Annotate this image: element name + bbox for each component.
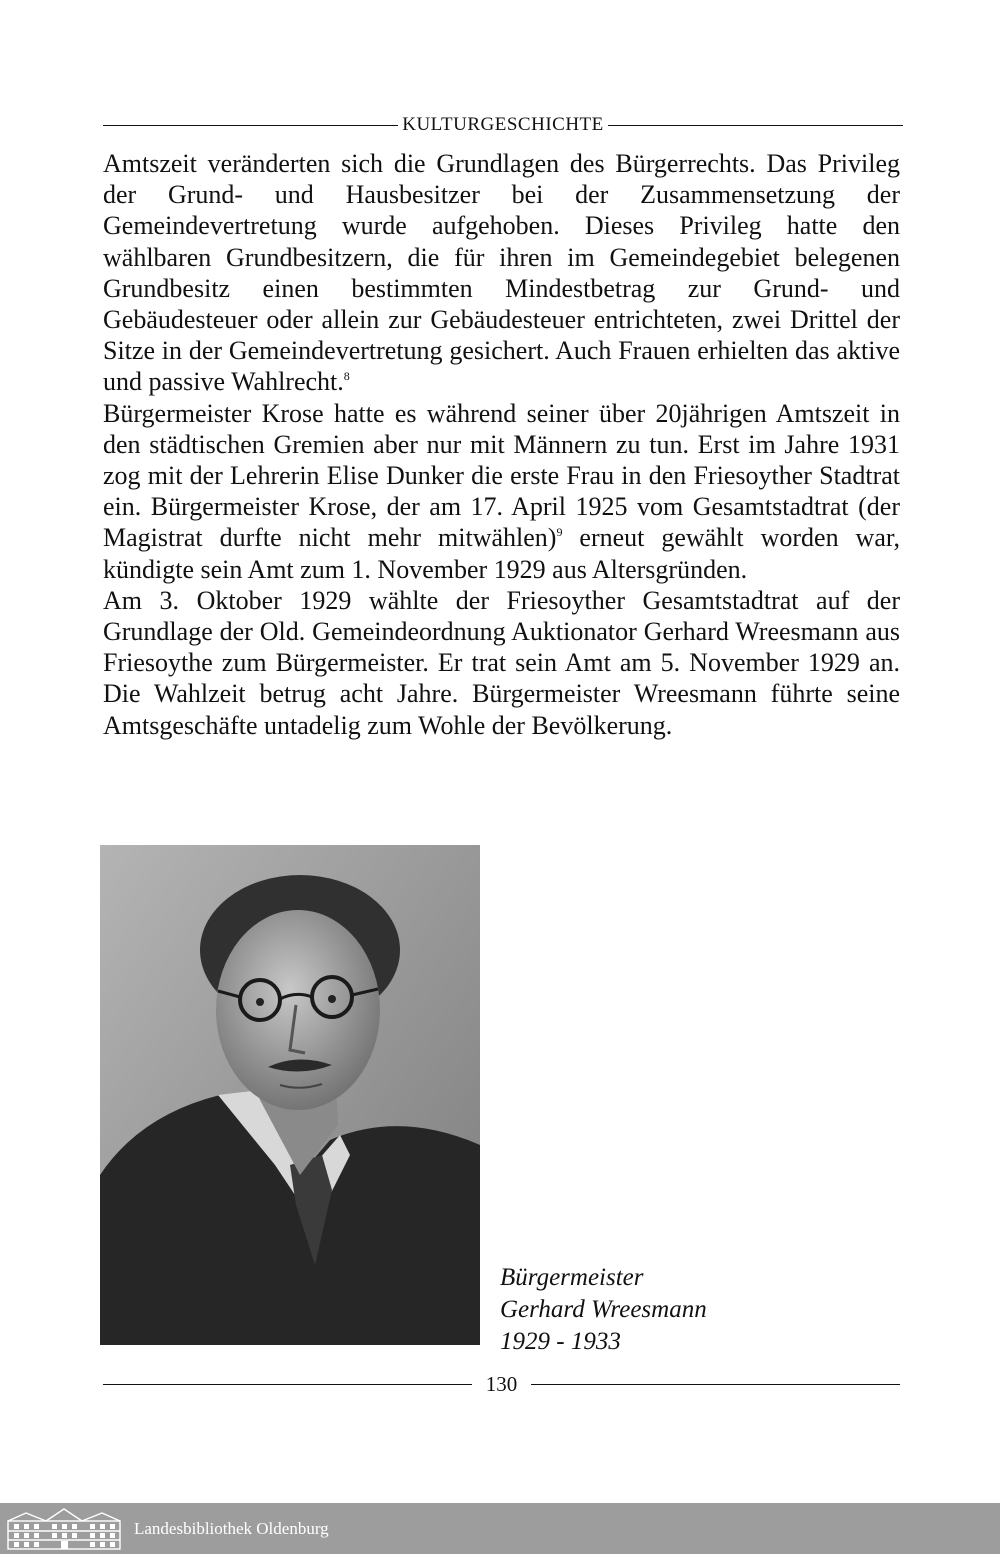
paragraph-1 <box>103 148 900 398</box>
header-rule-left <box>103 125 398 126</box>
caption-line-1: Bürgermeister <box>500 1264 644 1291</box>
paragraph-2-text-a: Bürgermeister Krose hatte es während seiner über 20jährigen Amtszeit in den städtischen Gremien aber nur mit Männern zu tun. Erst im Jahre 1931 zog mit der Lehrerin Elise Dunker die erste Frau in den Friesoyther Stadtrat ein. Bürgermeister Krose, der am 17. April 1925 vom Gesamtstadtrat (der Magistrat durfte nicht mehr mitwählen) <box>103 398 900 553</box>
page-footer <box>103 1370 900 1398</box>
library-name: Landesbibliothek Oldenburg <box>134 1518 329 1538</box>
header-rule-right <box>608 125 903 126</box>
paragraph-3-text: Am 3. Oktober 1929 wählte der Friesoyther Gesamtstadtrat auf der Grundlage der Old. Gemeindeordnung Auktionator Gerhard Wreesmann aus Friesoythe zum Bürgermeister. Er trat sein Amt am 5. November 1929 an. Die Wahlzeit betrug acht Jahre. Bürgermeister Wreesmann führte seine Amtsgeschäfte untadelig zum Wohle der Bevölkerung. <box>103 585 900 740</box>
library-bar <box>0 1503 1000 1554</box>
portrait-image <box>100 845 480 1345</box>
caption-line-2: Gerhard Wreesmann <box>500 1296 707 1323</box>
library-building-icon <box>6 1507 122 1551</box>
footnote-marker-8: 8 <box>343 369 350 384</box>
paragraph-2 <box>103 398 900 585</box>
page-number: 130 <box>485 1371 518 1396</box>
footer-rule-right <box>531 1384 900 1385</box>
footnote-marker-9: 9 <box>556 525 563 540</box>
caption-line-3: 1929 - 1933 <box>500 1328 621 1355</box>
photo-caption <box>500 1262 707 1358</box>
paragraph-3 <box>103 585 900 741</box>
paragraph-1-text: Amtszeit veränderten sich die Grundlagen des Bürgerrechts. Das Privileg der Grund- und Hausbesitzer bei der Zusammensetzung der Gemeindevertretung wurde aufgehoben. Dieses Privileg hatte den wählbaren Grundbesitzern, die für ihren im Gemeindegebiet belegenen Grundbesitz einen bestimmten Mindestbetrag zur Grund- und Gebäudesteuer oder allein zur Gebäudesteuer entrichteten, zwei Drittel der Sitze in der Gemeindevertretung gesichert. Auch Frauen erhielten das aktive und passive Wahlrecht. <box>103 149 900 397</box>
paragraph-2-text-b: erneut gewählt worden war, kündigte sein Amt zum 1. November 1929 aus Altersgründen. <box>103 523 900 584</box>
footer-rule-left <box>103 1384 472 1385</box>
portrait-photo <box>100 845 480 1345</box>
running-head-title: KULTURGESCHICHTE <box>402 114 604 135</box>
running-head <box>103 112 903 138</box>
body-text <box>103 148 900 741</box>
